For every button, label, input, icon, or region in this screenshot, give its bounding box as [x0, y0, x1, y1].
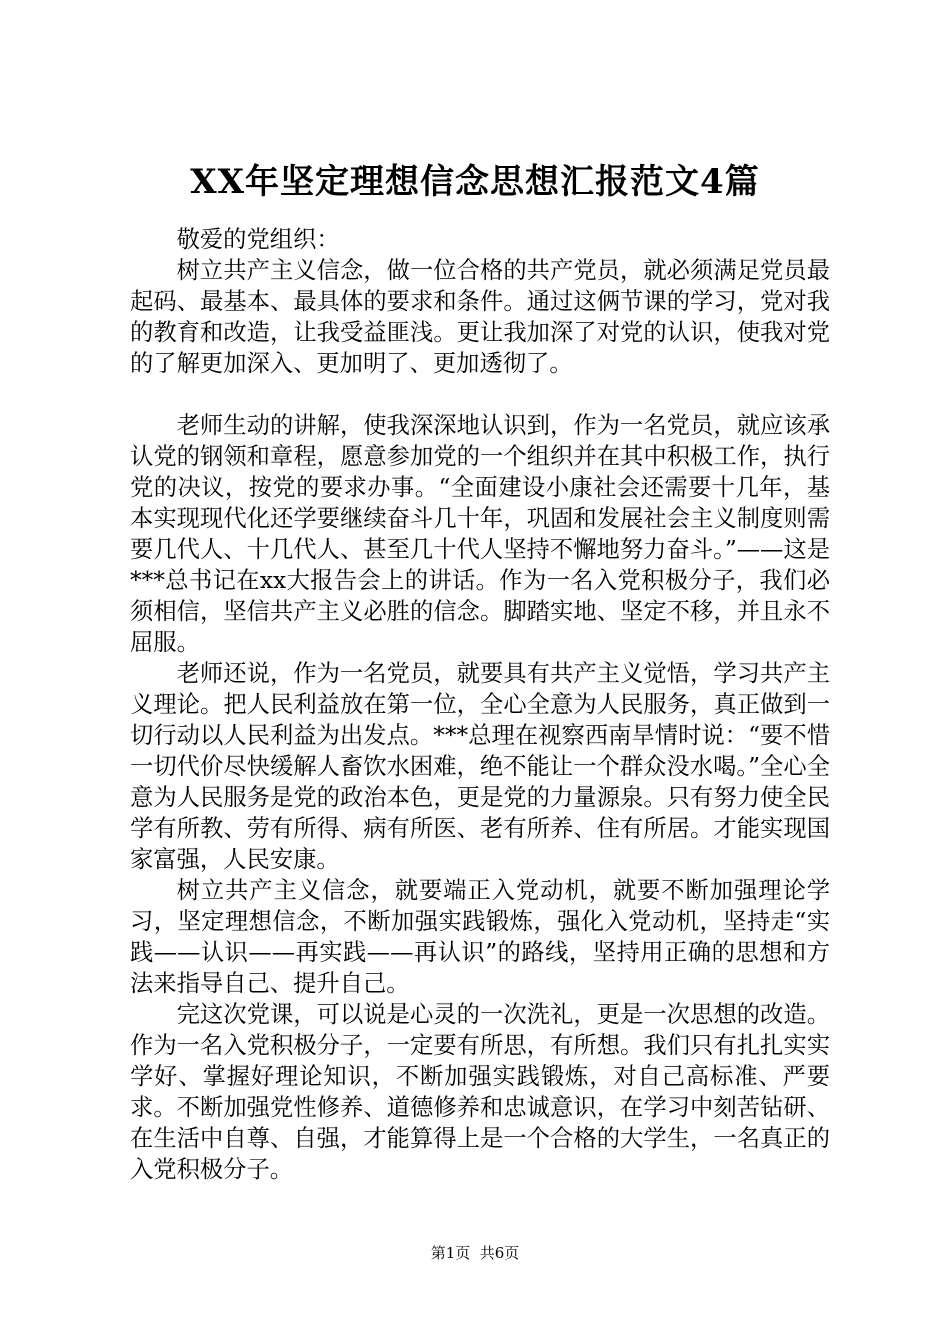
paragraph-2: 老师生动的讲解，使我深深地认识到，作为一名党员，就应该承认党的钢领和章程，愿意参加党的一个组织并在其中积极工作，执行党的决议，按党的要求办事。“全面建设小康社会还需要十几年，基本实现现代化还学要继续奋斗几十年，巩固和发展社会主义制度则需要几代人、十几代人、甚至几十代人坚持不懈地努力奋斗。”——这是***总书记在xx大报告会上的讲话。作为一名入党积极分子，我们必须相信，坚信共产主义必胜的信念。脚踏实地、坚定不移，并且永不屈服。 — [130, 412, 830, 656]
paragraph-3: 老师还说，作为一名党员，就要具有共产主义觉悟，学习共产主义理论。把人民利益放在第一位，全心全意为人民服务，真正做到一切行动以人民利益为出发点。***总理在视察西南旱情时说：“要不惜一切代价尽快缓解人畜饮水困难，绝不能让一个群众没水喝。”全心全意为人民服务是党的政治本色，更是党的力量源泉。只有努力使全民学有所教、劳有所得、病有所医、老有所养、住有所居。才能实现国家富强，人民安康。 — [130, 660, 830, 873]
salutation: 敬爱的党组织： — [176, 226, 340, 253]
document-title: XX年坚定理想信念思想汇报范文4篇 — [190, 162, 760, 202]
page-number-footer: 第1页 共6页 — [430, 1244, 520, 1262]
document-body — [130, 224, 830, 1185]
paragraph-1: 树立共产主义信念，做一位合格的共产党员，就必须满足党员最起码、最基本、最具体的要求和条件。通过这俩节课的学习，党对我的教育和改造，让我受益匪浅。更让我加深了对党的认识，使我对党的了解更加深入、更加明了、更加透彻了。 — [130, 257, 830, 377]
paragraph-5: 完这次党课，可以说是心灵的一次洗礼，更是一次思想的改造。作为一名入党积极分子，一定要有所思，有所想。我们只有扎扎实实学好、掌握好理论知识，不断加强实践锻炼，对自己高标准、严要求。不断加强党性修养、道德修养和忠诚意识，在学习中刻苦钻研、在生活中自尊、自强，才能算得上是一个合格的大学生，一名真正的入党积极分子。 — [130, 1001, 830, 1183]
paragraph-4: 树立共产主义信念，就要端正入党动机，就要不断加强理论学习，坚定理想信念，不断加强实践锻炼，强化入党动机，坚持走“实践——认识——再实践——再认识”的路线，坚持用正确的思想和方法来指导自己、提升自己。 — [130, 877, 830, 997]
